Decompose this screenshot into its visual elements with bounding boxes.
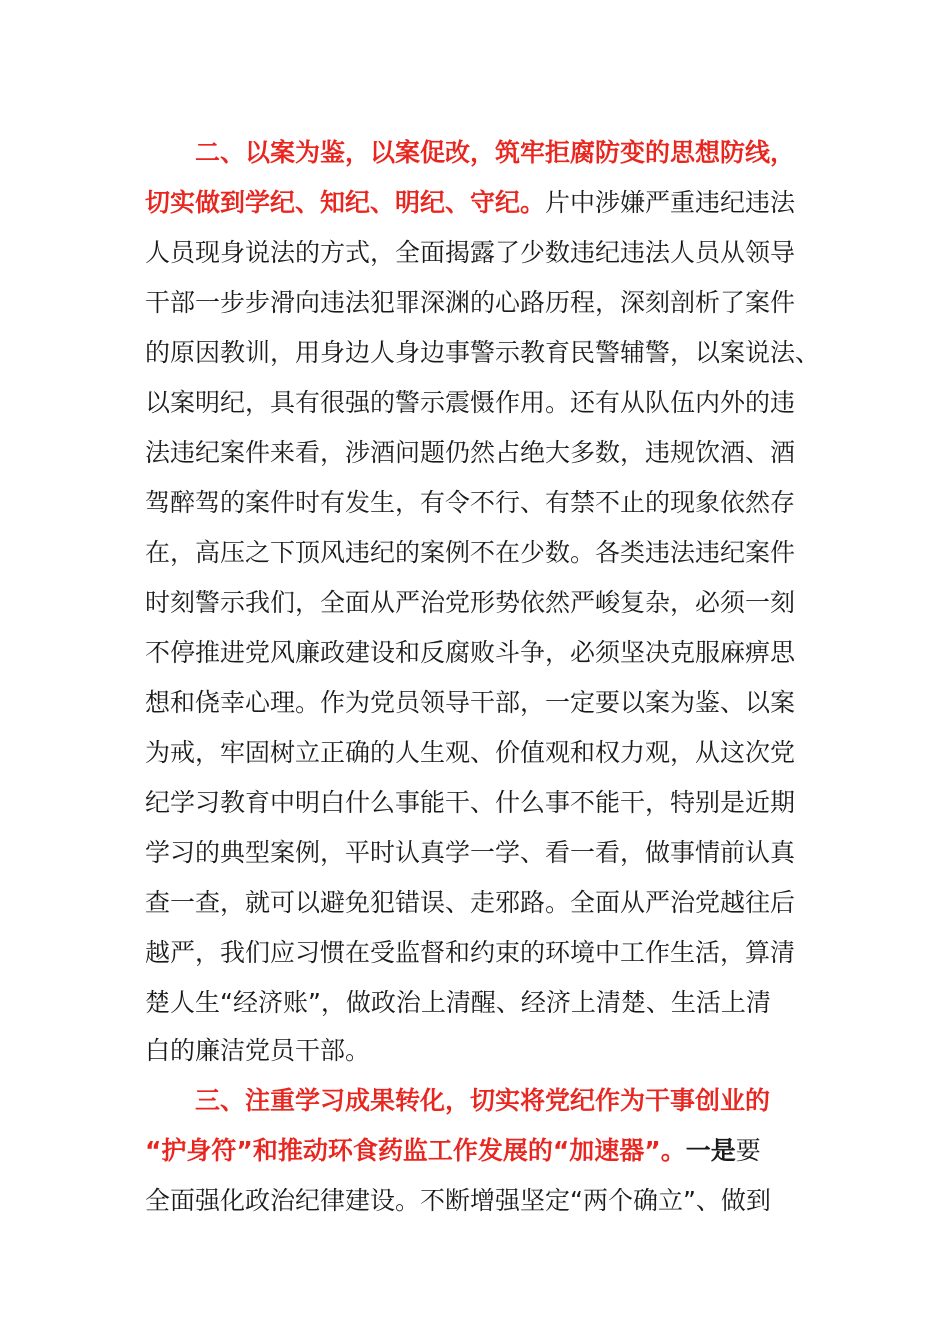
body-line: 学习的典型案例，平时认真学一学、看一看，做事情前认真 — [145, 838, 796, 867]
body-line: 人员现身说法的方式，全面揭露了少数违纪违法人员从领导 — [145, 238, 796, 267]
section-3-heading-line-2 — [145, 1136, 761, 1166]
section-2-heading-tail: 切实做到学纪、知纪、明纪、守纪。 — [145, 188, 546, 217]
body-line: 查一查，就可以避免犯错误、走邪路。全面从严治党越往后 — [145, 888, 796, 917]
section-2-body-start: 片中涉嫌严重违纪违法 — [545, 188, 796, 217]
body-line: 越严，我们应习惯在受监督和约束的环境中工作生活，算清 — [145, 938, 796, 967]
section-2-heading-line-1: 二、以案为鉴，以案促改，筑牢拒腐防变的思想防线， — [195, 138, 796, 167]
body-line: 时刻警示我们，全面从严治党形势依然严峻复杂，必须一刻 — [145, 588, 796, 617]
body-line: 楚人生“经济账”，做政治上清醒、经济上清楚、生活上清 — [145, 988, 771, 1017]
body-line: 驾醉驾的案件时有发生，有令不行、有禁不止的现象依然存 — [145, 488, 796, 517]
section-3-first-point-label: 一是 — [685, 1136, 736, 1165]
body-line: 为戒，牢固树立正确的人生观、价值观和权力观，从这次党 — [145, 738, 796, 767]
section-3-heading-line-1: 三、注重学习成果转化，切实将党纪作为干事创业的 — [195, 1086, 771, 1115]
section-3-heading-tail: “护身符”和推动环食药监工作发展的“加速器”。 — [145, 1136, 686, 1165]
body-line: 在，高压之下顶风违纪的案例不在少数。各类违法违纪案件 — [145, 538, 796, 567]
body-line: 想和侥幸心理。作为党员领导干部，一定要以案为鉴、以案 — [145, 688, 796, 717]
body-line: 以案明纪，具有很强的警示震慑作用。还有从队伍内外的违 — [145, 388, 796, 417]
body-line: 干部一步步滑向违法犯罪深渊的心路历程，深刻剖析了案件 — [145, 288, 796, 317]
body-line: 纪学习教育中明白什么事能干、什么事不能干，特别是近期 — [145, 788, 796, 817]
body-line: 的原因教训，用身边人身边事警示教育民警辅警，以案说法、 — [145, 338, 821, 367]
body-line: 全面强化政治纪律建设。不断增强坚定“两个确立”、做到 — [145, 1186, 771, 1215]
body-line: 白的廉洁党员干部。 — [145, 1036, 371, 1065]
body-line: 不停推进党风廉政建设和反腐败斗争，必须坚决克服麻痹思 — [145, 638, 796, 667]
body-line: 法违纪案件来看，涉酒问题仍然占绝大多数，违规饮酒、酒 — [145, 438, 796, 467]
section-2-heading-line-2 — [145, 188, 795, 218]
section-3-body-start: 要 — [735, 1136, 761, 1165]
